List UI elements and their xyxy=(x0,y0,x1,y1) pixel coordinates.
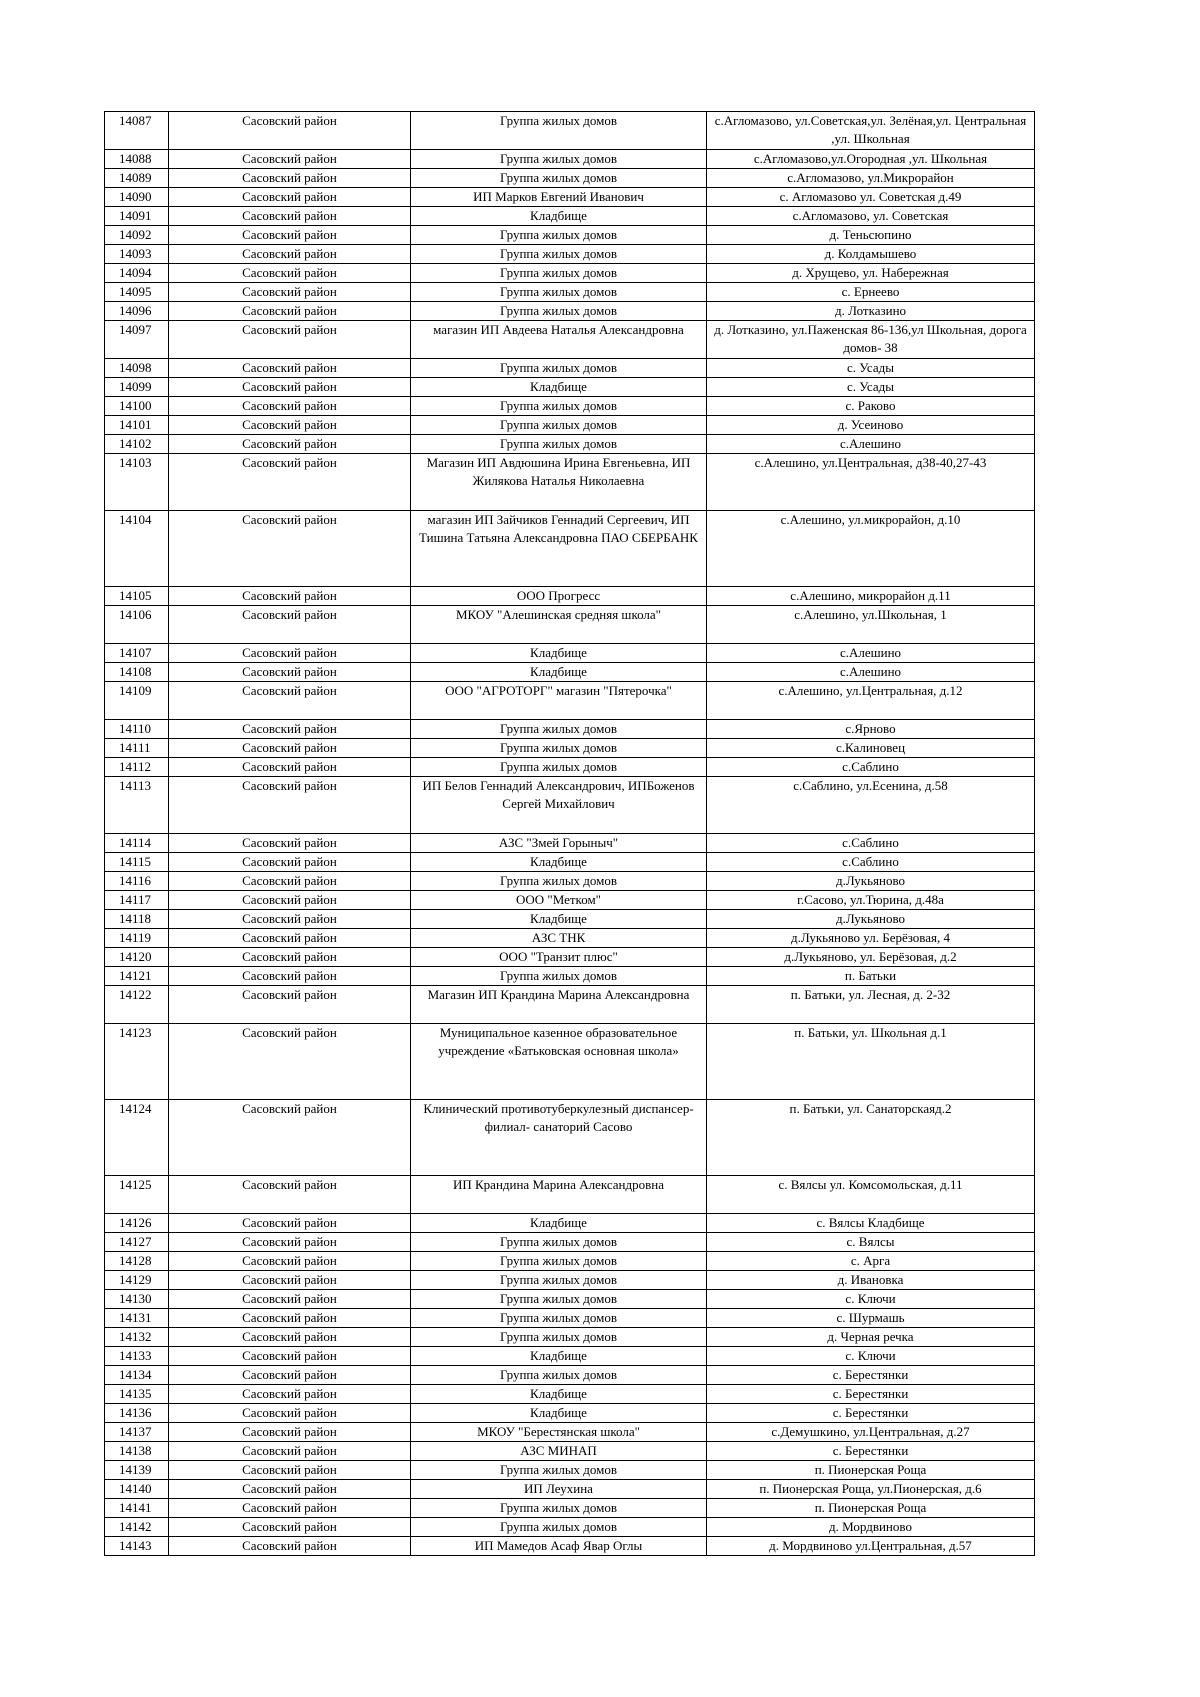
cell-district: Сасовский район xyxy=(169,720,411,739)
table-row xyxy=(105,1404,1035,1423)
table-row xyxy=(105,1537,1035,1556)
cell-address: с.Алешино xyxy=(707,435,1035,454)
table-row xyxy=(105,777,1035,834)
table-row xyxy=(105,606,1035,644)
cell-id: 14092 xyxy=(105,226,169,245)
cell-address: д.Лукьяново xyxy=(707,910,1035,929)
cell-id: 14103 xyxy=(105,454,169,511)
cell-id: 14131 xyxy=(105,1309,169,1328)
cell-district: Сасовский район xyxy=(169,207,411,226)
table-row xyxy=(105,283,1035,302)
table-row xyxy=(105,891,1035,910)
cell-object-name: Кладбище xyxy=(411,853,707,872)
cell-address: п. Батьки xyxy=(707,967,1035,986)
cell-id: 14129 xyxy=(105,1271,169,1290)
cell-id: 14089 xyxy=(105,169,169,188)
table-row xyxy=(105,359,1035,378)
cell-address: д. Теньсюпино xyxy=(707,226,1035,245)
cell-district: Сасовский район xyxy=(169,948,411,967)
cell-address: д. Ивановка xyxy=(707,1271,1035,1290)
cell-district: Сасовский район xyxy=(169,606,411,644)
cell-address: с. Ернеево xyxy=(707,283,1035,302)
cell-object-name: Группа жилых домов xyxy=(411,226,707,245)
cell-district: Сасовский район xyxy=(169,1290,411,1309)
cell-address: д. Лотказино xyxy=(707,302,1035,321)
cell-district: Сасовский район xyxy=(169,739,411,758)
cell-object-name: МКОУ "Алешинская средняя школа" xyxy=(411,606,707,644)
cell-id: 14133 xyxy=(105,1347,169,1366)
cell-object-name: ООО "Метком" xyxy=(411,891,707,910)
table-row xyxy=(105,1024,1035,1100)
table-row xyxy=(105,150,1035,169)
table-row xyxy=(105,834,1035,853)
table-row xyxy=(105,739,1035,758)
cell-address: п. Пионерская Роща, ул.Пионерская, д.6 xyxy=(707,1480,1035,1499)
table-row xyxy=(105,1518,1035,1537)
cell-address: с.Алешино xyxy=(707,663,1035,682)
table-row xyxy=(105,378,1035,397)
cell-id: 14101 xyxy=(105,416,169,435)
cell-object-name: Группа жилых домов xyxy=(411,1233,707,1252)
cell-district: Сасовский район xyxy=(169,1480,411,1499)
cell-object-name: Группа жилых домов xyxy=(411,283,707,302)
cell-address: с.Саблино, ул.Есенина, д.58 xyxy=(707,777,1035,834)
cell-object-name: Группа жилых домов xyxy=(411,397,707,416)
table-row xyxy=(105,1442,1035,1461)
cell-district: Сасовский район xyxy=(169,663,411,682)
cell-address: с. Берестянки xyxy=(707,1366,1035,1385)
cell-object-name: МКОУ "Берестянская школа" xyxy=(411,1423,707,1442)
cell-address: д.Лукьяново xyxy=(707,872,1035,891)
table-row xyxy=(105,967,1035,986)
cell-district: Сасовский район xyxy=(169,1366,411,1385)
table-row xyxy=(105,682,1035,720)
cell-address: с. Усады xyxy=(707,359,1035,378)
cell-id: 14136 xyxy=(105,1404,169,1423)
table-row xyxy=(105,986,1035,1024)
cell-object-name: Группа жилых домов xyxy=(411,1461,707,1480)
cell-district: Сасовский район xyxy=(169,967,411,986)
cell-district: Сасовский район xyxy=(169,359,411,378)
cell-district: Сасовский район xyxy=(169,169,411,188)
cell-id: 14110 xyxy=(105,720,169,739)
cell-object-name: Кладбище xyxy=(411,644,707,663)
cell-id: 14094 xyxy=(105,264,169,283)
cell-object-name: Кладбище xyxy=(411,1385,707,1404)
cell-id: 14141 xyxy=(105,1499,169,1518)
table-row xyxy=(105,663,1035,682)
cell-district: Сасовский район xyxy=(169,1518,411,1537)
cell-id: 14142 xyxy=(105,1518,169,1537)
cell-address: д. Лотказино, ул.Паженская 86-136,ул Школьная, дорога домов- 38 xyxy=(707,321,1035,359)
cell-id: 14097 xyxy=(105,321,169,359)
cell-district: Сасовский район xyxy=(169,511,411,587)
cell-district: Сасовский район xyxy=(169,226,411,245)
cell-id: 14140 xyxy=(105,1480,169,1499)
cell-district: Сасовский район xyxy=(169,416,411,435)
cell-id: 14113 xyxy=(105,777,169,834)
cell-id: 14137 xyxy=(105,1423,169,1442)
cell-object-name: АЗС МИНАП xyxy=(411,1442,707,1461)
cell-id: 14138 xyxy=(105,1442,169,1461)
cell-object-name: Кладбище xyxy=(411,1347,707,1366)
cell-object-name: Группа жилых домов xyxy=(411,1271,707,1290)
cell-district: Сасовский район xyxy=(169,283,411,302)
cell-district: Сасовский район xyxy=(169,245,411,264)
cell-district: Сасовский район xyxy=(169,834,411,853)
cell-address: с. Раково xyxy=(707,397,1035,416)
cell-id: 14087 xyxy=(105,112,169,150)
cell-id: 14132 xyxy=(105,1328,169,1347)
cell-district: Сасовский район xyxy=(169,891,411,910)
cell-district: Сасовский район xyxy=(169,1271,411,1290)
cell-object-name: Группа жилых домов xyxy=(411,169,707,188)
cell-address: с. Вялсы ул. Комсомольская, д.11 xyxy=(707,1176,1035,1214)
cell-object-name: Магазин ИП Авдюшина Ирина Евгеньевна, ИП Жилякова Наталья Николаевна xyxy=(411,454,707,511)
table-row xyxy=(105,948,1035,967)
cell-object-name: ИП Мамедов Асаф Явар Оглы xyxy=(411,1537,707,1556)
cell-district: Сасовский район xyxy=(169,1499,411,1518)
cell-object-name: Кладбище xyxy=(411,207,707,226)
cell-object-name: Клинический противотуберкулезный диспансер- филиал- санаторий Сасово xyxy=(411,1100,707,1176)
cell-object-name: магазин ИП Авдеева Наталья Александровна xyxy=(411,321,707,359)
cell-id: 14090 xyxy=(105,188,169,207)
table-row xyxy=(105,1233,1035,1252)
cell-address: д. Колдамышево xyxy=(707,245,1035,264)
cell-district: Сасовский район xyxy=(169,188,411,207)
cell-district: Сасовский район xyxy=(169,302,411,321)
cell-address: с.Алешино, ул.Школьная, 1 xyxy=(707,606,1035,644)
cell-id: 14134 xyxy=(105,1366,169,1385)
cell-object-name: ИП Крандина Марина Александровна xyxy=(411,1176,707,1214)
cell-id: 14130 xyxy=(105,1290,169,1309)
cell-district: Сасовский район xyxy=(169,587,411,606)
cell-address: с. Шурмашь xyxy=(707,1309,1035,1328)
cell-object-name: АЗС "Змей Горыныч" xyxy=(411,834,707,853)
cell-object-name: Кладбище xyxy=(411,1214,707,1233)
cell-id: 14091 xyxy=(105,207,169,226)
table-row xyxy=(105,264,1035,283)
cell-address: с. Берестянки xyxy=(707,1442,1035,1461)
cell-id: 14104 xyxy=(105,511,169,587)
cell-id: 14116 xyxy=(105,872,169,891)
table-row xyxy=(105,435,1035,454)
cell-district: Сасовский район xyxy=(169,1309,411,1328)
cell-id: 14123 xyxy=(105,1024,169,1100)
table-row xyxy=(105,872,1035,891)
cell-address: с. Ключи xyxy=(707,1347,1035,1366)
cell-district: Сасовский район xyxy=(169,321,411,359)
cell-address: с. Арга xyxy=(707,1252,1035,1271)
cell-address: с.Саблино xyxy=(707,834,1035,853)
table-row xyxy=(105,302,1035,321)
cell-id: 14106 xyxy=(105,606,169,644)
cell-object-name: Группа жилых домов xyxy=(411,1252,707,1271)
cell-address: п. Батьки, ул. Санаторскаяд.2 xyxy=(707,1100,1035,1176)
cell-object-name: ООО "Транзит плюс" xyxy=(411,948,707,967)
cell-address: с.Ярново xyxy=(707,720,1035,739)
cell-address: д. Усеиново xyxy=(707,416,1035,435)
cell-district: Сасовский район xyxy=(169,1537,411,1556)
cell-district: Сасовский район xyxy=(169,1442,411,1461)
cell-object-name: Группа жилых домов xyxy=(411,872,707,891)
cell-id: 14114 xyxy=(105,834,169,853)
cell-district: Сасовский район xyxy=(169,758,411,777)
table-row xyxy=(105,1309,1035,1328)
cell-object-name: Группа жилых домов xyxy=(411,1290,707,1309)
cell-id: 14095 xyxy=(105,283,169,302)
cell-id: 14127 xyxy=(105,1233,169,1252)
cell-object-name: Кладбище xyxy=(411,663,707,682)
cell-district: Сасовский район xyxy=(169,1385,411,1404)
cell-object-name: Группа жилых домов xyxy=(411,1328,707,1347)
cell-id: 14112 xyxy=(105,758,169,777)
table-row xyxy=(105,1271,1035,1290)
cell-district: Сасовский район xyxy=(169,264,411,283)
cell-id: 14124 xyxy=(105,1100,169,1176)
cell-address: с.Агломазово, ул.Советская,ул. Зелёная,ул. Центральная ,ул. Школьная xyxy=(707,112,1035,150)
cell-address: с. Вялсы Кладбище xyxy=(707,1214,1035,1233)
cell-id: 14143 xyxy=(105,1537,169,1556)
cell-id: 14115 xyxy=(105,853,169,872)
table-row xyxy=(105,226,1035,245)
cell-id: 14126 xyxy=(105,1214,169,1233)
table-row xyxy=(105,587,1035,606)
cell-district: Сасовский район xyxy=(169,454,411,511)
cell-id: 14121 xyxy=(105,967,169,986)
cell-district: Сасовский район xyxy=(169,1100,411,1176)
table-row xyxy=(105,929,1035,948)
table-row xyxy=(105,1423,1035,1442)
cell-object-name: Группа жилых домов xyxy=(411,739,707,758)
cell-object-name: Группа жилых домов xyxy=(411,302,707,321)
cell-address: п. Пионерская Роща xyxy=(707,1499,1035,1518)
cell-id: 14105 xyxy=(105,587,169,606)
cell-address: с. Берестянки xyxy=(707,1404,1035,1423)
cell-object-name: Магазин ИП Крандина Марина Александровна xyxy=(411,986,707,1024)
table-row xyxy=(105,1176,1035,1214)
cell-address: д. Мордвиново ул.Центральная, д.57 xyxy=(707,1537,1035,1556)
cell-address: с. Усады xyxy=(707,378,1035,397)
cell-id: 14108 xyxy=(105,663,169,682)
cell-id: 14119 xyxy=(105,929,169,948)
cell-address: с.Агломазово, ул. Советская xyxy=(707,207,1035,226)
table-row xyxy=(105,758,1035,777)
cell-district: Сасовский район xyxy=(169,853,411,872)
cell-address: с. Берестянки xyxy=(707,1385,1035,1404)
cell-district: Сасовский район xyxy=(169,682,411,720)
table-row xyxy=(105,1480,1035,1499)
objects-table-body xyxy=(105,112,1035,1556)
cell-district: Сасовский район xyxy=(169,397,411,416)
cell-district: Сасовский район xyxy=(169,1176,411,1214)
cell-object-name: Группа жилых домов xyxy=(411,112,707,150)
table-row xyxy=(105,1347,1035,1366)
table-row xyxy=(105,720,1035,739)
table-row xyxy=(105,1366,1035,1385)
table-row xyxy=(105,188,1035,207)
cell-object-name: Группа жилых домов xyxy=(411,1499,707,1518)
cell-address: п. Батьки, ул. Лесная, д. 2-32 xyxy=(707,986,1035,1024)
cell-object-name: Группа жилых домов xyxy=(411,967,707,986)
cell-address: п. Батьки, ул. Школьная д.1 xyxy=(707,1024,1035,1100)
cell-object-name: Группа жилых домов xyxy=(411,359,707,378)
cell-district: Сасовский район xyxy=(169,872,411,891)
cell-district: Сасовский район xyxy=(169,1347,411,1366)
cell-object-name: Муниципальное казенное образовательное учреждение «Батьковская основная школа» xyxy=(411,1024,707,1100)
cell-id: 14122 xyxy=(105,986,169,1024)
table-row xyxy=(105,910,1035,929)
cell-id: 14109 xyxy=(105,682,169,720)
cell-district: Сасовский район xyxy=(169,1461,411,1480)
cell-address: с.Алешино, микрорайон д.11 xyxy=(707,587,1035,606)
cell-district: Сасовский район xyxy=(169,1423,411,1442)
cell-object-name: Кладбище xyxy=(411,910,707,929)
table-row xyxy=(105,1385,1035,1404)
cell-object-name: Группа жилых домов xyxy=(411,1518,707,1537)
cell-district: Сасовский район xyxy=(169,1252,411,1271)
cell-id: 14125 xyxy=(105,1176,169,1214)
cell-object-name: Группа жилых домов xyxy=(411,416,707,435)
table-row xyxy=(105,245,1035,264)
cell-district: Сасовский район xyxy=(169,644,411,663)
cell-district: Сасовский район xyxy=(169,150,411,169)
cell-object-name: Группа жилых домов xyxy=(411,150,707,169)
cell-address: с.Агломазово,ул.Огородная ,ул. Школьная xyxy=(707,150,1035,169)
cell-id: 14111 xyxy=(105,739,169,758)
cell-address: с. Ключи xyxy=(707,1290,1035,1309)
table-row xyxy=(105,1499,1035,1518)
table-row xyxy=(105,169,1035,188)
cell-address: с.Саблино xyxy=(707,853,1035,872)
cell-address: с.Алешино, ул.Центральная, д.12 xyxy=(707,682,1035,720)
cell-district: Сасовский район xyxy=(169,1233,411,1252)
cell-id: 14100 xyxy=(105,397,169,416)
table-row xyxy=(105,112,1035,150)
cell-address: п. Пионерская Роща xyxy=(707,1461,1035,1480)
table-row xyxy=(105,644,1035,663)
table-row xyxy=(105,1290,1035,1309)
table-row xyxy=(105,454,1035,511)
cell-object-name: ИП Марков Евгений Иванович xyxy=(411,188,707,207)
cell-id: 14088 xyxy=(105,150,169,169)
cell-id: 14099 xyxy=(105,378,169,397)
cell-address: с.Демушкино, ул.Центральная, д.27 xyxy=(707,1423,1035,1442)
cell-district: Сасовский район xyxy=(169,1328,411,1347)
cell-object-name: Кладбище xyxy=(411,378,707,397)
cell-object-name: Группа жилых домов xyxy=(411,720,707,739)
cell-address: г.Сасово, ул.Тюрина, д.48а xyxy=(707,891,1035,910)
cell-address: д.Лукьяново, ул. Берёзовая, д.2 xyxy=(707,948,1035,967)
cell-address: д. Черная речка xyxy=(707,1328,1035,1347)
cell-address: д. Хрущево, ул. Набережная xyxy=(707,264,1035,283)
cell-address: с.Алешино xyxy=(707,644,1035,663)
cell-address: с.Алешино, ул.Центральная, д38-40,27-43 xyxy=(707,454,1035,511)
table-row xyxy=(105,1328,1035,1347)
objects-table xyxy=(104,111,1035,1556)
cell-object-name: Группа жилых домов xyxy=(411,435,707,454)
cell-id: 14093 xyxy=(105,245,169,264)
cell-id: 14117 xyxy=(105,891,169,910)
cell-id: 14096 xyxy=(105,302,169,321)
cell-address: с. Агломазово ул. Советская д.49 xyxy=(707,188,1035,207)
cell-id: 14135 xyxy=(105,1385,169,1404)
table-row xyxy=(105,416,1035,435)
table-row xyxy=(105,1100,1035,1176)
cell-object-name: ИП Белов Геннадий Александрович, ИПБоженов Сергей Михайлович xyxy=(411,777,707,834)
cell-object-name: ООО "АГРОТОРГ" магазин "Пятерочка" xyxy=(411,682,707,720)
table-row xyxy=(105,207,1035,226)
cell-object-name: Кладбище xyxy=(411,1404,707,1423)
cell-district: Сасовский район xyxy=(169,986,411,1024)
cell-address: д.Лукьяново ул. Берёзовая, 4 xyxy=(707,929,1035,948)
cell-district: Сасовский район xyxy=(169,777,411,834)
cell-id: 14102 xyxy=(105,435,169,454)
cell-address: с.Агломазово, ул.Микрорайон xyxy=(707,169,1035,188)
table-row xyxy=(105,853,1035,872)
cell-id: 14128 xyxy=(105,1252,169,1271)
cell-district: Сасовский район xyxy=(169,929,411,948)
table-row xyxy=(105,397,1035,416)
cell-object-name: магазин ИП Зайчиков Геннадий Сергеевич, ИП Тишина Татьяна Александровна ПАО СБЕРБАНК xyxy=(411,511,707,587)
cell-address: д. Мордвиново xyxy=(707,1518,1035,1537)
table-row xyxy=(105,1461,1035,1480)
cell-district: Сасовский район xyxy=(169,378,411,397)
cell-address: с.Алешино, ул.микрорайон, д.10 xyxy=(707,511,1035,587)
cell-object-name: Группа жилых домов xyxy=(411,264,707,283)
table-row xyxy=(105,1252,1035,1271)
cell-object-name: ИП Леухина xyxy=(411,1480,707,1499)
cell-district: Сасовский район xyxy=(169,435,411,454)
cell-object-name: АЗС ТНК xyxy=(411,929,707,948)
cell-district: Сасовский район xyxy=(169,910,411,929)
cell-id: 14139 xyxy=(105,1461,169,1480)
cell-object-name: Группа жилых домов xyxy=(411,245,707,264)
cell-district: Сасовский район xyxy=(169,1404,411,1423)
cell-id: 14098 xyxy=(105,359,169,378)
cell-id: 14120 xyxy=(105,948,169,967)
table-row xyxy=(105,1214,1035,1233)
cell-object-name: Группа жилых домов xyxy=(411,1309,707,1328)
cell-address: с.Калиновец xyxy=(707,739,1035,758)
cell-object-name: ООО Прогресс xyxy=(411,587,707,606)
cell-id: 14118 xyxy=(105,910,169,929)
cell-district: Сасовский район xyxy=(169,112,411,150)
cell-object-name: Группа жилых домов xyxy=(411,758,707,777)
cell-address: с. Вялсы xyxy=(707,1233,1035,1252)
cell-id: 14107 xyxy=(105,644,169,663)
cell-object-name: Группа жилых домов xyxy=(411,1366,707,1385)
table-row xyxy=(105,321,1035,359)
cell-district: Сасовский район xyxy=(169,1024,411,1100)
table-row xyxy=(105,511,1035,587)
cell-address: с.Саблино xyxy=(707,758,1035,777)
cell-district: Сасовский район xyxy=(169,1214,411,1233)
